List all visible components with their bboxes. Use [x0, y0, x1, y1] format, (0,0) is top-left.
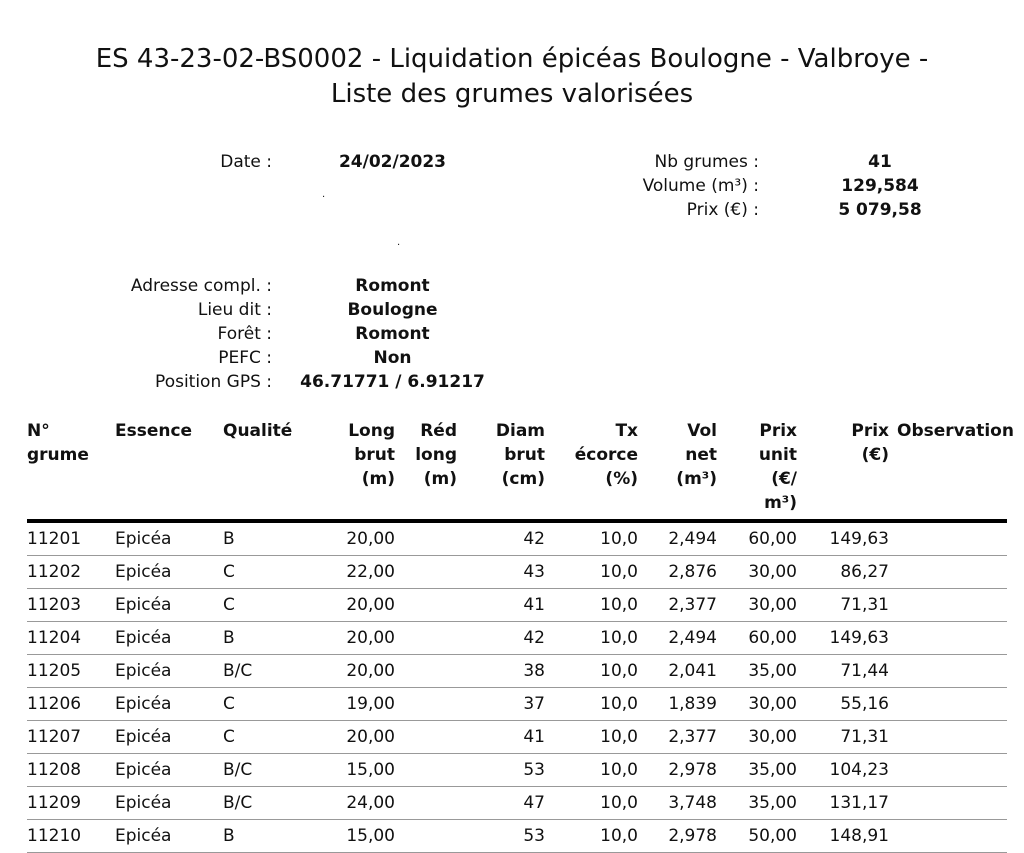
header-diam-brut	[465, 419, 553, 521]
header-line: Observation	[897, 421, 1014, 441]
cell-tx-ecorce: 10,0	[553, 787, 646, 820]
gps-label: Position GPS :	[155, 372, 272, 392]
cell-red-long	[403, 787, 465, 820]
cell-qualite: C	[223, 688, 317, 721]
table-row	[27, 655, 1007, 688]
header-line: unit	[758, 445, 797, 465]
lieu-dit-value: Boulogne	[347, 300, 438, 320]
header-line: net	[685, 445, 717, 465]
cell-vol-net: 2,494	[646, 521, 725, 556]
cell-tx-ecorce: 10,0	[553, 721, 646, 754]
cell-prix-unit: 50,00	[725, 820, 805, 853]
header-line: Vol	[687, 421, 717, 441]
date-label: Date :	[220, 152, 272, 172]
cell-prix: 104,23	[805, 754, 897, 787]
cell-diam-brut: 43	[465, 556, 553, 589]
cell-essence: Epicéa	[115, 754, 223, 787]
header-red-long	[403, 419, 465, 521]
header-line: Prix	[759, 421, 797, 441]
cell-tx-ecorce: 10,0	[553, 622, 646, 655]
table-row	[27, 721, 1007, 754]
cell-red-long	[403, 556, 465, 589]
cell-num: 11208	[27, 754, 115, 787]
header-vol-net	[646, 419, 725, 521]
cell-qualite: B/C	[223, 754, 317, 787]
header-line: (€/	[771, 469, 797, 489]
cell-prix-unit: 30,00	[725, 721, 805, 754]
volume-label: Volume (m³) :	[642, 176, 759, 196]
cell-vol-net: 1,839	[646, 688, 725, 721]
cell-num: 11205	[27, 655, 115, 688]
dot-mark: .	[397, 237, 401, 248]
cell-qualite: B/C	[223, 655, 317, 688]
table-row	[27, 754, 1007, 787]
header-line: (€)	[861, 445, 889, 465]
cell-essence: Epicéa	[115, 556, 223, 589]
table-header-row	[27, 419, 1007, 521]
cell-num: 11207	[27, 721, 115, 754]
header-num	[27, 419, 115, 521]
header-observation	[897, 419, 1014, 521]
cell-prix: 148,91	[805, 820, 897, 853]
cell-observation	[897, 622, 1007, 655]
cell-red-long	[403, 655, 465, 688]
header-line: Diam	[495, 421, 545, 441]
header-line: Prix	[851, 421, 889, 441]
cell-prix: 149,63	[805, 521, 897, 556]
foret-label: Forêt :	[217, 324, 272, 344]
cell-prix: 131,17	[805, 787, 897, 820]
cell-qualite: C	[223, 589, 317, 622]
header-line: m³)	[764, 493, 797, 513]
cell-prix: 71,44	[805, 655, 897, 688]
cell-prix-unit: 60,00	[725, 622, 805, 655]
header-line: Qualité	[223, 421, 293, 441]
cell-essence: Epicéa	[115, 820, 223, 853]
header-line: grume	[27, 445, 89, 465]
cell-prix-unit: 30,00	[725, 688, 805, 721]
cell-essence: Epicéa	[115, 622, 223, 655]
header-line: (%)	[605, 469, 638, 489]
cell-diam-brut: 53	[465, 754, 553, 787]
cell-essence: Epicéa	[115, 589, 223, 622]
header-line: brut	[504, 445, 545, 465]
header-line: N°	[27, 421, 50, 441]
header-line: (cm)	[501, 469, 545, 489]
header-line: (m³)	[676, 469, 717, 489]
dot-mark: .	[322, 189, 326, 200]
table-row	[27, 820, 1007, 853]
cell-num: 11206	[27, 688, 115, 721]
prix-label: Prix (€) :	[686, 200, 759, 220]
cell-num: 11201	[27, 521, 115, 556]
cell-vol-net: 2,494	[646, 622, 725, 655]
cell-long-brut: 20,00	[317, 521, 403, 556]
cell-diam-brut: 42	[465, 521, 553, 556]
cell-red-long	[403, 521, 465, 556]
cell-vol-net: 2,978	[646, 820, 725, 853]
header-line: Tx	[615, 421, 638, 441]
cell-vol-net: 2,978	[646, 754, 725, 787]
cell-red-long	[403, 721, 465, 754]
grumes-table	[27, 419, 1014, 853]
cell-long-brut: 15,00	[317, 820, 403, 853]
cell-prix: 86,27	[805, 556, 897, 589]
nb-grumes-label: Nb grumes :	[654, 152, 759, 172]
cell-prix-unit: 35,00	[725, 754, 805, 787]
cell-observation	[897, 787, 1007, 820]
date-value: 24/02/2023	[338, 152, 447, 172]
title-line-2: Liste des grumes valorisées	[330, 79, 694, 109]
cell-diam-brut: 38	[465, 655, 553, 688]
cell-essence: Epicéa	[115, 521, 223, 556]
header-essence	[115, 419, 223, 521]
table-row	[27, 688, 1007, 721]
cell-tx-ecorce: 10,0	[553, 820, 646, 853]
cell-observation	[897, 820, 1007, 853]
cell-vol-net: 3,748	[646, 787, 725, 820]
cell-observation	[897, 556, 1007, 589]
volume-value: 129,584	[841, 176, 919, 196]
cell-observation	[897, 754, 1007, 787]
cell-essence: Epicéa	[115, 787, 223, 820]
adresse-label: Adresse compl. :	[130, 276, 272, 296]
cell-long-brut: 20,00	[317, 721, 403, 754]
cell-num: 11202	[27, 556, 115, 589]
header-line: (m)	[423, 469, 457, 489]
cell-prix-unit: 35,00	[725, 655, 805, 688]
cell-diam-brut: 37	[465, 688, 553, 721]
cell-red-long	[403, 622, 465, 655]
cell-red-long	[403, 820, 465, 853]
cell-qualite: B	[223, 820, 317, 853]
cell-long-brut: 20,00	[317, 622, 403, 655]
cell-observation	[897, 521, 1007, 556]
cell-prix-unit: 35,00	[725, 787, 805, 820]
header-long-brut	[317, 419, 403, 521]
header-prix-unit	[725, 419, 805, 521]
cell-vol-net: 2,377	[646, 589, 725, 622]
header-line: Essence	[115, 421, 193, 441]
cell-vol-net: 2,876	[646, 556, 725, 589]
pefc-value: Non	[373, 348, 412, 368]
cell-tx-ecorce: 10,0	[553, 655, 646, 688]
cell-observation	[897, 589, 1007, 622]
cell-long-brut: 19,00	[317, 688, 403, 721]
header-prix	[805, 419, 897, 521]
document-title	[0, 42, 1024, 112]
cell-num: 11204	[27, 622, 115, 655]
cell-prix: 71,31	[805, 721, 897, 754]
table-row	[27, 589, 1007, 622]
cell-diam-brut: 47	[465, 787, 553, 820]
cell-qualite: B	[223, 622, 317, 655]
header-line: écorce	[574, 445, 638, 465]
header-line: (m)	[361, 469, 395, 489]
header-line: Long	[348, 421, 395, 441]
header-tx-ecorce	[553, 419, 646, 521]
cell-tx-ecorce: 10,0	[553, 754, 646, 787]
cell-prix: 71,31	[805, 589, 897, 622]
cell-prix: 149,63	[805, 622, 897, 655]
cell-red-long	[403, 754, 465, 787]
cell-long-brut: 24,00	[317, 787, 403, 820]
cell-long-brut: 15,00	[317, 754, 403, 787]
cell-qualite: B	[223, 521, 317, 556]
cell-tx-ecorce: 10,0	[553, 521, 646, 556]
cell-diam-brut: 53	[465, 820, 553, 853]
cell-num: 11210	[27, 820, 115, 853]
cell-essence: Epicéa	[115, 688, 223, 721]
cell-vol-net: 2,041	[646, 655, 725, 688]
cell-diam-brut: 41	[465, 721, 553, 754]
cell-long-brut: 22,00	[317, 556, 403, 589]
cell-qualite: C	[223, 721, 317, 754]
cell-tx-ecorce: 10,0	[553, 589, 646, 622]
cell-tx-ecorce: 10,0	[553, 556, 646, 589]
table-row	[27, 521, 1007, 556]
cell-diam-brut: 42	[465, 622, 553, 655]
cell-tx-ecorce: 10,0	[553, 688, 646, 721]
cell-prix-unit: 30,00	[725, 589, 805, 622]
table-row	[27, 622, 1007, 655]
cell-prix: 55,16	[805, 688, 897, 721]
cell-essence: Epicéa	[115, 655, 223, 688]
cell-long-brut: 20,00	[317, 655, 403, 688]
table-row	[27, 787, 1007, 820]
header-line: brut	[354, 445, 395, 465]
cell-num: 11203	[27, 589, 115, 622]
cell-qualite: C	[223, 556, 317, 589]
cell-observation	[897, 655, 1007, 688]
cell-vol-net: 2,377	[646, 721, 725, 754]
prix-value: 5 079,58	[838, 200, 922, 220]
title-line-1: ES 43-23-02-BS0002 - Liquidation épicéas Boulogne - Valbroye -	[95, 44, 929, 74]
cell-num: 11209	[27, 787, 115, 820]
foret-value: Romont	[355, 324, 430, 344]
cell-observation	[897, 721, 1007, 754]
cell-red-long	[403, 688, 465, 721]
cell-diam-brut: 41	[465, 589, 553, 622]
gps-value: 46.71771 / 6.91217	[300, 372, 485, 392]
table-row	[27, 556, 1007, 589]
cell-essence: Epicéa	[115, 721, 223, 754]
lieu-dit-label: Lieu dit :	[197, 300, 272, 320]
nb-grumes-value: 41	[868, 152, 892, 172]
header-line: long	[415, 445, 457, 465]
pefc-label: PEFC :	[218, 348, 272, 368]
cell-prix-unit: 60,00	[725, 521, 805, 556]
header-line: Réd	[420, 421, 457, 441]
cell-prix-unit: 30,00	[725, 556, 805, 589]
cell-red-long	[403, 589, 465, 622]
header-qualite	[223, 419, 317, 521]
adresse-value: Romont	[355, 276, 430, 296]
cell-qualite: B/C	[223, 787, 317, 820]
cell-long-brut: 20,00	[317, 589, 403, 622]
cell-observation	[897, 688, 1007, 721]
